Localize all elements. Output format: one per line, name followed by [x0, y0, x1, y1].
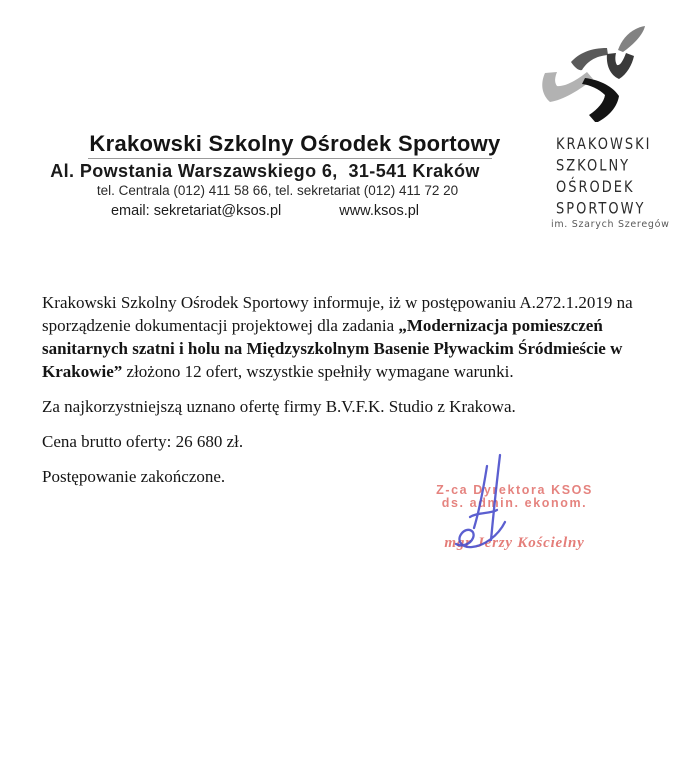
- org-email: email: sekretariat@ksos.pl: [110, 203, 282, 219]
- paragraph-price: Cena brutto oferty: 26 680 zł.: [42, 432, 244, 451]
- stamp-title-line: Z-ca Dyrektora KSOS: [436, 483, 593, 497]
- stamp-signer-name: mgr Jerzy Kościelny: [444, 535, 585, 551]
- logo-line: KRAKOWSKI: [556, 135, 652, 155]
- title-underline: [88, 158, 492, 159]
- paragraph-winner: Za najkorzystniejszą uznano ofertę firmy B.V.F.K. Studio z Krakowa.: [42, 397, 516, 416]
- logo-wordmark: [556, 134, 651, 220]
- org-name-heading: Krakowski Szkolny Ośrodek Sportowy: [89, 131, 501, 156]
- paragraph-announcement: [42, 291, 669, 383]
- org-phones: tel. Centrala (012) 411 58 66, tel. sekretariat (012) 411 72 20: [96, 183, 459, 198]
- announcement-intro: Krakowski Szkolny Ośrodek Sportowy informuje, iż w postępowaniu A.272.1.2019 na sporządzenie dokumentacji projektowej dla zadania: [42, 293, 633, 335]
- paragraph-closing: Postępowanie zakończone.: [42, 467, 226, 486]
- logo-line: OŚRODEK: [556, 178, 635, 197]
- logo-line: SPORTOWY: [556, 199, 646, 219]
- org-contact-row: [0, 203, 530, 219]
- org-website: www.ksos.pl: [339, 203, 420, 219]
- project-title-bold: „Modernizacja pomieszczeń sanitarnych szatni i holu na Międzyszkolnym Basenie Pływackim Śródmieście w Krakowie”: [42, 316, 623, 381]
- handwritten-signature: [440, 445, 570, 565]
- org-address: Al. Powstania Warszawskiego 6, 31-541 Kraków: [50, 161, 480, 181]
- stamp-dept-line: ds. admin. ekonom.: [441, 496, 588, 510]
- letter-body: [42, 291, 669, 500]
- announcement-outro: złożono 12 ofert, wszystkie spełniły wymagane warunki.: [122, 362, 514, 381]
- logo-subtitle: im. Szarych Szeregów: [551, 219, 670, 230]
- runner-logo-icon: [535, 22, 655, 122]
- logo-line: SZKOLNY: [556, 156, 631, 176]
